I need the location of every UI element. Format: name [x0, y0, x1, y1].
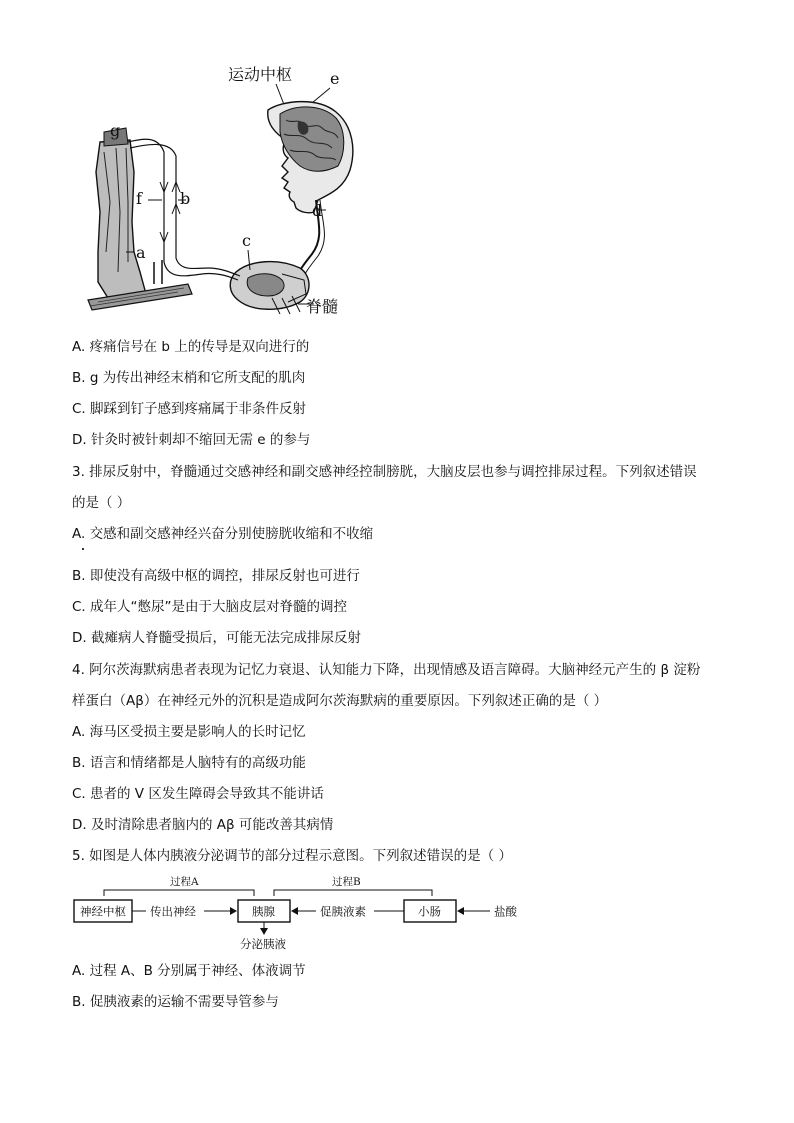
- q4-stem-line2: 样蛋白（Aβ）在神经元外的沉积是造成阿尔茨海默病的重要原因。下列叙述正确的是（ ）: [72, 693, 608, 709]
- box-pancreas-text: 胰腺: [252, 904, 275, 919]
- human-head-drawing: [268, 102, 353, 213]
- q3-option-b[interactable]: B. 即使没有高级中枢的调控，排尿反射也可进行: [72, 568, 360, 584]
- q4-option-a[interactable]: A. 海马区受损主要是影响人的长时记忆: [72, 724, 306, 740]
- q3-option-d[interactable]: D. 截瘫病人脊髓受损后，可能无法完成排尿反射: [72, 630, 361, 646]
- q5-option-a[interactable]: A. 过程 A、B 分别属于神经、体液调节: [72, 963, 306, 979]
- label-g: g: [110, 121, 121, 140]
- motor-center-label: 运动中枢: [228, 65, 293, 84]
- reflex-arc-figure: [68, 62, 368, 324]
- q5-stem: 5. 如图是人体内胰液分泌调节的部分过程示意图。下列叙述错误的是（ ）: [72, 848, 512, 864]
- label-c: c: [242, 231, 251, 250]
- label-e: e: [330, 69, 340, 88]
- box-nerve-center-text: 神经中枢: [80, 904, 126, 919]
- q3-option-a[interactable]: A. 交感和副交感神经兴奋分别使膀胱收缩和不收缩: [72, 526, 374, 542]
- process-a-label: 过程A: [170, 876, 199, 888]
- q3-stem-line2: 的是（ ）: [72, 495, 131, 511]
- q4-option-c[interactable]: C. 患者的 V 区发生障碍会导致其不能讲话: [72, 786, 324, 802]
- label-d: d: [312, 201, 323, 220]
- q2-option-d[interactable]: D. 针灸时被针刺却不缩回无需 e 的参与: [72, 432, 311, 448]
- label-spinal-cord: 脊髓: [306, 297, 339, 316]
- q2-option-b[interactable]: B. g 为传出神经末梢和它所支配的肌肉: [72, 370, 306, 386]
- q4-stem-line1: 4. 阿尔茨海默病患者表现为记忆力衰退、认知能力下降，出现情感及语言障碍。大脑神经元产生的 β 淀粉: [72, 662, 701, 678]
- q2-option-a[interactable]: A. 疼痛信号在 b 上的传导是双向进行的: [72, 339, 310, 355]
- stray-mark: [82, 548, 84, 550]
- q4-option-d[interactable]: D. 及时清除患者脑内的 Aβ 可能改善其病情: [72, 817, 334, 833]
- label-a: a: [136, 243, 146, 262]
- arrow-acid-text: 盐酸: [494, 904, 517, 919]
- arrow-secretin-text: 促胰液素: [320, 904, 366, 919]
- label-f: f: [136, 189, 142, 208]
- box-small-intestine-text: 小肠: [418, 904, 441, 919]
- pancreas-flow-diagram: [70, 870, 530, 952]
- label-b: b: [180, 189, 191, 208]
- arrow-efferent-text: 传出神经: [150, 904, 196, 919]
- q3-stem-line1: 3. 排尿反射中，脊髓通过交感神经和副交感神经控制膀胱，大脑皮层也参与调控排尿过程。下列叙述错误: [72, 464, 697, 480]
- process-b-label: 过程B: [332, 876, 361, 888]
- q2-option-c[interactable]: C. 脚踩到钉子感到疼痛属于非条件反射: [72, 401, 307, 417]
- q4-option-b[interactable]: B. 语言和情绪都是人脑特有的高级功能: [72, 755, 306, 771]
- q5-option-b[interactable]: B. 促胰液素的运输不需要导管参与: [72, 994, 279, 1010]
- spinal-cord-drawing: [230, 262, 309, 314]
- output-secretion-text: 分泌胰液: [240, 937, 286, 951]
- q3-option-c[interactable]: C. 成年人“憋尿”是由于大脑皮层对脊髓的调控: [72, 599, 347, 615]
